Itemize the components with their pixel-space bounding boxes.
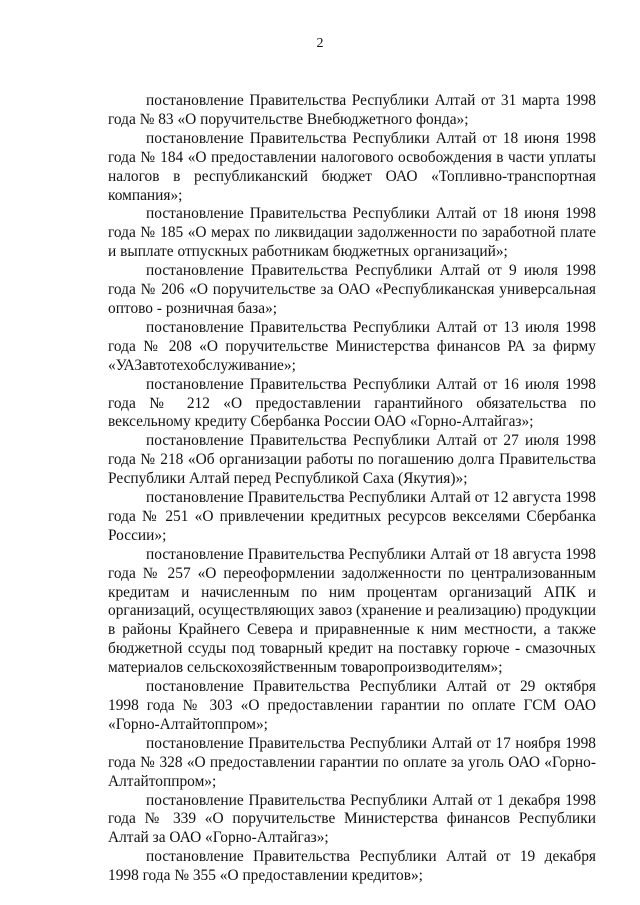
resolutions-list	[108, 92, 596, 886]
list-item: постановление Правительства Республики Алтай от 13 июля 1998 года № 208 «О поручительстве Министерства финансов РА за фирму «УАЗавтотехобслуживание»;	[108, 318, 596, 374]
list-item: постановление Правительства Республики Алтай от 18 июня 1998 года № 185 «О мерах по ликвидации задолженности по заработной плате и выплате отпускных работникам бюджетных организаций»;	[108, 205, 596, 261]
page-number: 2	[316, 36, 324, 51]
list-item: постановление Правительства Республики Алтай от 19 декабря 1998 года № 355 «О предоставлении кредитов»;	[108, 848, 596, 885]
list-item: постановление Правительства Республики Алтай от 18 августа 1998 года № 257 «О переоформлении задолженности по централизованным кредитам и начисленным по ним процентам организаций АПК и организаций, осуществляющих завоз (хранение и реализацию) продукции в районы Крайнего Севера и приравненные к ним местности, а также бюджетной ссуды под товарный кредит на поставку горюче - смазочных материалов сельскохозяйственным товаропроизводителям»;	[108, 545, 596, 677]
list-item: постановление Правительства Республики Алтай от 12 августа 1998 года № 251 «О привлечении кредитных ресурсов векселями Сбербанка России»;	[108, 489, 596, 544]
list-item: постановление Правительства Республики Алтай от 31 марта 1998 года № 83 «О поручительстве Внебюджетного фонда»;	[108, 92, 596, 128]
list-item: постановление Правительства Республики Алтай от 27 июля 1998 года № 218 «Об организации работы по погашению долга Правительства Республики Алтай перед Республикой Саха (Якутия)»;	[108, 432, 596, 488]
list-item: постановление Правительства Республики Алтай от 9 июля 1998 года № 206 «О поручительстве за ОАО «Республиканская универсальная оптово - розничная база»;	[108, 262, 596, 317]
list-item: постановление Правительства Республики Алтай от 16 июля 1998 года № 212 «О предоставлении гарантийного обязательства по вексельному кредиту Сбербанка России ОАО «Горно-Алтайгаз»;	[108, 375, 596, 431]
list-item: постановление Правительства Республики Алтай от 18 июня 1998 года № 184 «О предоставлении налогового освобождения в части уплаты налогов в республиканский бюджет ОАО «Топливно-транспортная компания»;	[108, 129, 596, 204]
list-item: постановление Правительства Республики Алтай от 1 декабря 1998 года № 339 «О поручительстве Министерства финансов Республики Алтай за ОАО «Горно-Алтайгаз»;	[108, 791, 596, 847]
list-item: постановление Правительства Республики Алтай от 29 октября 1998 года № 303 «О предоставлении гарантии по оплате ГСМ ОАО «Горно-Алтайтоппром»;	[108, 678, 596, 733]
list-item: постановление Правительства Республики Алтай от 17 ноября 1998 года № 328 «О предоставлении гарантии по оплате за уголь ОАО «Горно-Алтайтоппром»;	[108, 734, 596, 790]
